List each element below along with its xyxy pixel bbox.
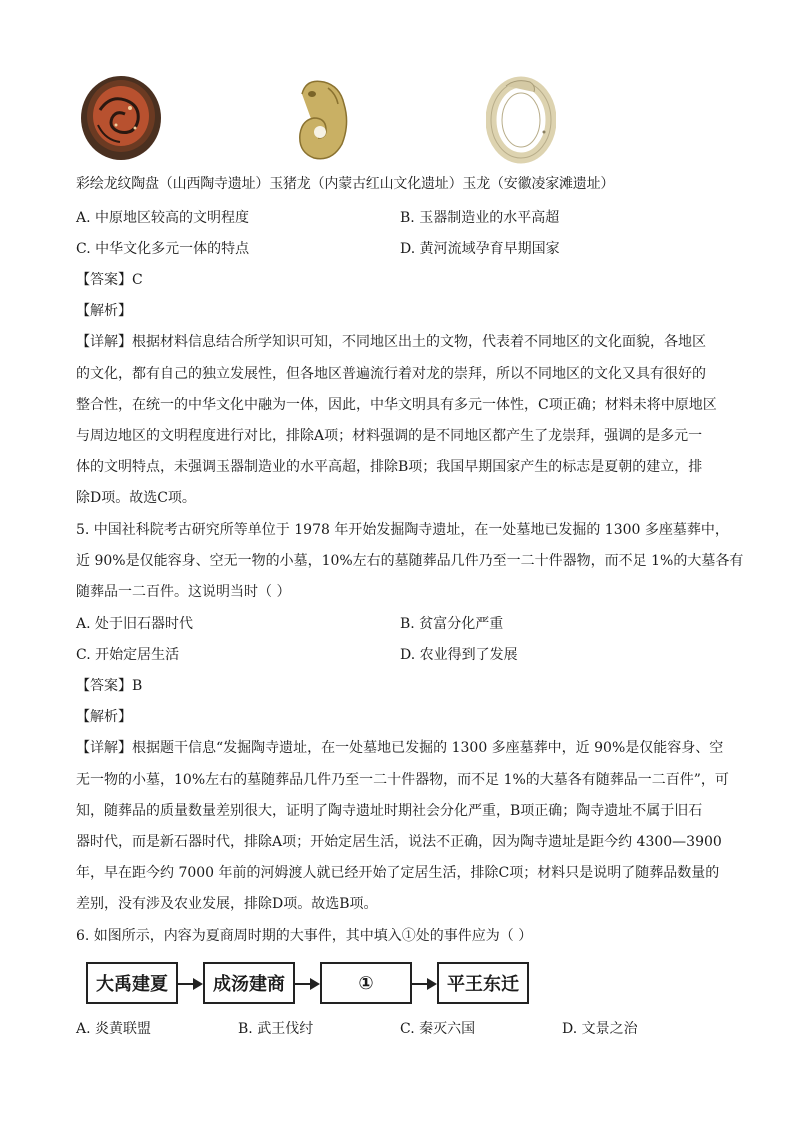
q6-option-b: B. 武王伐纣 <box>238 1021 314 1037</box>
q5-detail-line: 器时代，而是新石器时代，排除A项；开始定居生活，说法不正确，因为陶寺遗址是距今约 4300—3900 <box>76 834 722 850</box>
flow-box-blank: ① <box>320 962 412 1004</box>
q5-option-c: C. 开始定居生活 <box>76 647 180 663</box>
q5-detail-line: 【详解】根据题干信息“发掘陶寺遗址，在一处墓地已发掘的 1300 多座墓葬中，近 90%是仅能容身、空 <box>76 740 724 756</box>
q5-stem-line: 近 90%是仅能容身、空无一物的小墓，10%左右的墓随葬品几件乃至一二十件器物，而不足 1%的大墓各有 <box>76 553 744 569</box>
q5-stem-line: 随葬品一二百件。这说明当时（ ） <box>76 584 291 600</box>
flow-arrow <box>178 983 194 985</box>
q5-stem-line: 5. 中国社科院考古研究所等单位于 1978 年开始发掘陶寺遗址，在一处墓地已发掘的 1300 多座墓葬中， <box>76 522 729 538</box>
flow-arrow <box>412 983 428 985</box>
flow-box-zhou: 平王东迁 <box>437 962 529 1004</box>
q5-detail-line: 知，随葬品的质量数量差别很大，证明了陶寺遗址时期社会分化严重，B项正确；陶寺遗址不属于旧石 <box>76 803 703 819</box>
q4-detail-line: 除D项。故选C项。 <box>76 490 196 506</box>
q6-option-a: A. 炎黄联盟 <box>76 1021 152 1037</box>
jade-pig-dragon-image <box>292 74 356 164</box>
q4-option-c: C. 中华文化多元一体的特点 <box>76 241 250 257</box>
q4-detail-line: 体的文明特点，未强调玉器制造业的水平高超，排除B项；我国早期国家产生的标志是夏朝的建立，排 <box>76 459 703 475</box>
q4-analysis-label: 【解析】 <box>76 303 132 319</box>
q5-option-b: B. 贫富分化严重 <box>400 616 504 632</box>
q4-answer: 【答案】C <box>76 272 143 288</box>
flow-arrow-head <box>310 978 320 990</box>
q5-option-a: A. 处于旧石器时代 <box>76 616 194 632</box>
q5-detail-line: 年，早在距今约 7000 年前的河姆渡人就已经开始了定居生活，排除C项；材料只是说明了随葬品数量的 <box>76 865 720 881</box>
q5-answer: 【答案】B <box>76 678 143 694</box>
flow-arrow-head <box>193 978 203 990</box>
q4-option-d: D. 黄河流域孕育早期国家 <box>400 241 560 257</box>
q4-option-a: A. 中原地区较高的文明程度 <box>76 210 250 226</box>
q4-detail-line: 与周边地区的文明程度进行对比，排除A项；材料强调的是不同地区都产生了龙崇拜，强调的是多元一 <box>76 428 703 444</box>
q4-detail-line: 整合性，在统一的中华文化中融为一体，因此，中华文明具有多元一体性，C项正确；材料未将中原地区 <box>76 397 717 413</box>
jade-dragon-image <box>486 72 556 164</box>
painted-pottery-plate-image <box>80 70 162 162</box>
flow-arrow-head <box>427 978 437 990</box>
image-captions: 彩绘龙纹陶盘（山西陶寺遗址）玉猪龙（内蒙古红山文化遗址）玉龙（安徽凌家滩遗址） <box>76 176 615 192</box>
q5-option-d: D. 农业得到了发展 <box>400 647 518 663</box>
q5-detail-line: 差别，没有涉及农业发展，排除D项。故选B项。 <box>76 896 378 912</box>
flow-arrow <box>295 983 311 985</box>
q4-option-b: B. 玉器制造业的水平高超 <box>400 210 560 226</box>
flow-box-xia: 大禹建夏 <box>86 962 178 1004</box>
q6-option-c: C. 秦灭六国 <box>400 1021 476 1037</box>
q6-stem: 6. 如图所示，内容为夏商周时期的大事件，其中填入①处的事件应为（ ） <box>76 928 533 944</box>
q4-detail-line: 【详解】根据材料信息结合所学知识可知，不同地区出土的文物，代表着不同地区的文化面貌，各地区 <box>76 334 706 350</box>
q4-detail-line: 的文化，都有自己的独立发展性，但各地区普遍流行着对龙的崇拜，所以不同地区的文化又具有很好的 <box>76 366 706 382</box>
q5-analysis-label: 【解析】 <box>76 709 132 725</box>
flow-box-shang: 成汤建商 <box>203 962 295 1004</box>
q6-option-d: D. 文景之治 <box>562 1021 638 1037</box>
q5-detail-line: 无一物的小墓，10%左右的墓随葬品几件乃至一二十件器物，而不足 1%的大墓各有随葬品一二百件”，可 <box>76 772 729 788</box>
